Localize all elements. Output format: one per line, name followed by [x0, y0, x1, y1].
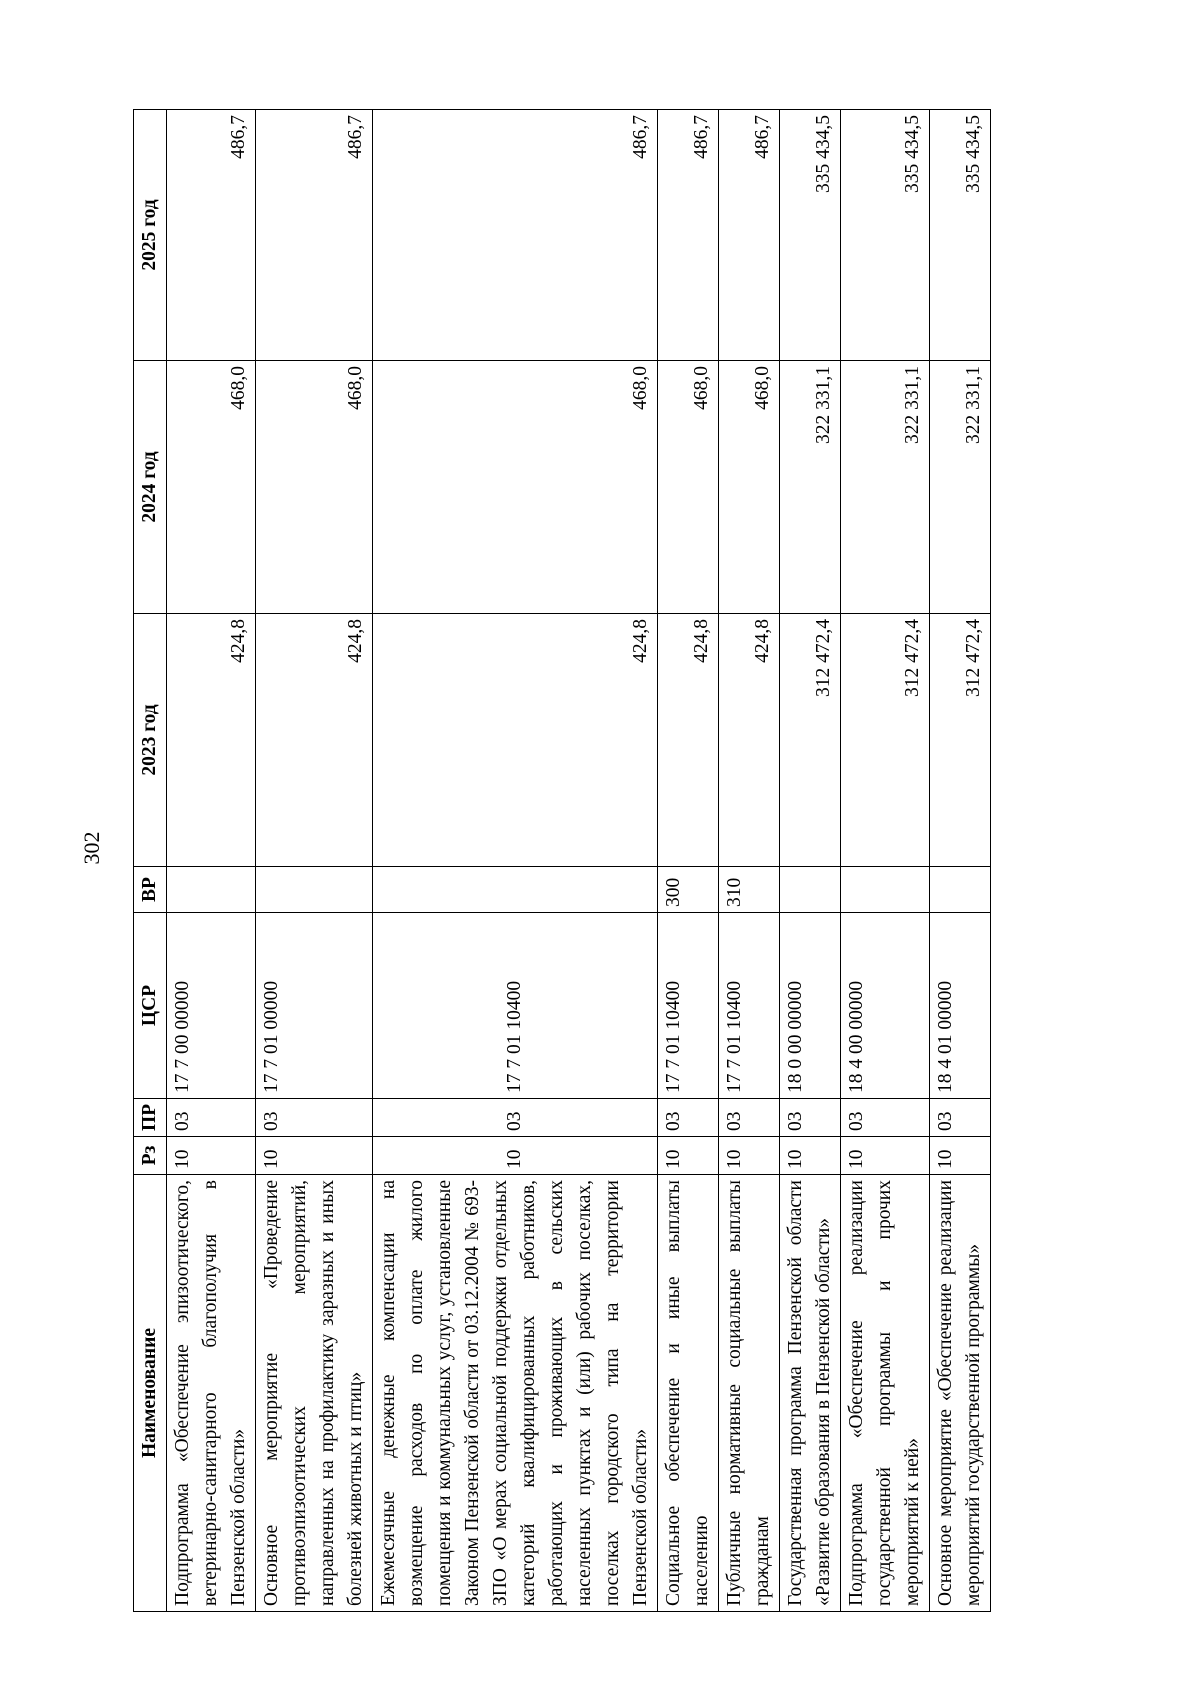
- row-csr: 17 7 01 10400: [719, 913, 780, 1099]
- row-pr: 03: [719, 1099, 780, 1137]
- table-header-row: [134, 110, 167, 1612]
- row-2024: 322 331,1: [930, 361, 991, 614]
- row-pr: 03: [256, 1099, 373, 1137]
- header-2024: 2024 год: [134, 361, 167, 614]
- row-pr: 03: [658, 1099, 719, 1137]
- table-row: [658, 110, 719, 1612]
- rotated-table-container: [133, 110, 984, 1612]
- table-row: [719, 110, 780, 1612]
- header-2025: 2025 год: [134, 110, 167, 361]
- row-name: Основное мероприятие «Обеспечение реализации мероприятий государственной программы»: [930, 1175, 991, 1612]
- row-vr: [167, 867, 256, 913]
- row-rz: 10: [841, 1137, 930, 1175]
- row-csr: 17 7 00 00000: [167, 913, 256, 1099]
- row-rz: 10: [167, 1137, 256, 1175]
- row-csr: 17 7 01 00000: [256, 913, 373, 1099]
- row-csr: 17 7 01 10400: [658, 913, 719, 1099]
- row-2025: 486,7: [658, 110, 719, 361]
- row-name: Основное мероприятие «Проведение противоэпизоотических мероприятий, направленных на профилактику заразных и иных болезней животных и птиц»: [256, 1175, 373, 1612]
- row-2024: 468,0: [373, 361, 658, 614]
- row-2023: 424,8: [719, 614, 780, 867]
- row-rz: 10: [658, 1137, 719, 1175]
- row-2024: 468,0: [256, 361, 373, 614]
- row-vr: [256, 867, 373, 913]
- row-2025: 335 434,5: [780, 110, 841, 361]
- header-csr: ЦСР: [134, 913, 167, 1099]
- row-2023: 424,8: [658, 614, 719, 867]
- header-2023: 2023 год: [134, 614, 167, 867]
- row-2023: 424,8: [256, 614, 373, 867]
- row-rz: 10: [930, 1137, 991, 1175]
- row-2023: 424,8: [373, 614, 658, 867]
- row-2024: 468,0: [719, 361, 780, 614]
- row-2025: 486,7: [256, 110, 373, 361]
- budget-table: [133, 109, 991, 1612]
- row-vr: [780, 867, 841, 913]
- row-name: Публичные нормативные социальные выплаты гражданам: [719, 1175, 780, 1612]
- row-pr: 03: [373, 1099, 658, 1137]
- header-name: Наименование: [134, 1175, 167, 1612]
- row-2025: 486,7: [719, 110, 780, 361]
- row-vr: [930, 867, 991, 913]
- row-pr: 03: [930, 1099, 991, 1137]
- row-2025: 486,7: [373, 110, 658, 361]
- table-row: [256, 110, 373, 1612]
- row-name: Социальное обеспечение и иные выплаты населению: [658, 1175, 719, 1612]
- header-vr: ВР: [134, 867, 167, 913]
- row-2023: 424,8: [167, 614, 256, 867]
- row-rz: 10: [256, 1137, 373, 1175]
- page-number: 302: [79, 831, 104, 865]
- row-2024: 468,0: [658, 361, 719, 614]
- row-2023: 312 472,4: [930, 614, 991, 867]
- row-csr: 18 4 00 00000: [841, 913, 930, 1099]
- row-2023: 312 472,4: [780, 614, 841, 867]
- row-pr: 03: [841, 1099, 930, 1137]
- row-name: Подпрограмма «Обеспечение реализации государственной программы и прочих мероприятий к ней»: [841, 1175, 930, 1612]
- row-2025: 335 434,5: [841, 110, 930, 361]
- row-rz: 10: [780, 1137, 841, 1175]
- row-csr: 17 7 01 10400: [373, 913, 658, 1099]
- row-2024: 322 331,1: [841, 361, 930, 614]
- row-2025: 335 434,5: [930, 110, 991, 361]
- row-vr: [841, 867, 930, 913]
- row-name: Ежемесячные денежные компенсации на возмещение расходов по оплате жилого помещения и коммунальных услуг, установленные Законом Пензенской области от 03.12.2004 № 693-ЗПО «О мерах социальной поддержки отдельных категорий квалифицированных работников, работающих и проживающих в сельских населенных пунктах и (или) рабочих поселках, поселках городского типа на территории Пензенской области»: [373, 1175, 658, 1612]
- row-2024: 468,0: [167, 361, 256, 614]
- row-csr: 18 4 01 00000: [930, 913, 991, 1099]
- row-rz: 10: [719, 1137, 780, 1175]
- row-pr: 03: [780, 1099, 841, 1137]
- row-vr: [373, 867, 658, 913]
- table-row: [841, 110, 930, 1612]
- header-pr: ПР: [134, 1099, 167, 1137]
- row-csr: 18 0 00 00000: [780, 913, 841, 1099]
- header-rz: Рз: [134, 1137, 167, 1175]
- row-vr: 300: [658, 867, 719, 913]
- table-row: [167, 110, 256, 1612]
- row-name: Государственная программа Пензенской области «Развитие образования в Пензенской области»: [780, 1175, 841, 1612]
- row-pr: 03: [167, 1099, 256, 1137]
- table-row: [780, 110, 841, 1612]
- row-2024: 322 331,1: [780, 361, 841, 614]
- row-name: Подпрограмма «Обеспечение эпизоотического, ветеринарно-санитарного благополучия в Пензенской области»: [167, 1175, 256, 1612]
- table-row: [373, 110, 658, 1612]
- row-vr: 310: [719, 867, 780, 913]
- row-2025: 486,7: [167, 110, 256, 361]
- table-row: [930, 110, 991, 1612]
- row-2023: 312 472,4: [841, 614, 930, 867]
- row-rz: 10: [373, 1137, 658, 1175]
